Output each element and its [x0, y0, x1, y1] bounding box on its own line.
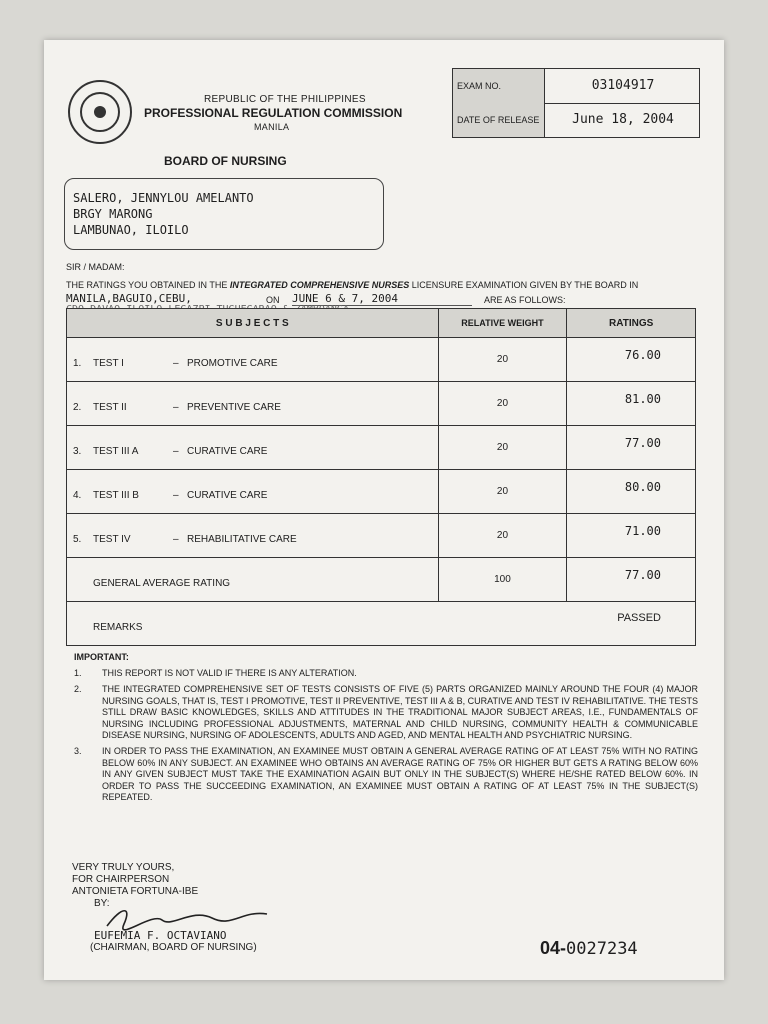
republic-text: REPUBLIC OF THE PHILIPPINES	[204, 94, 366, 105]
address-box	[64, 178, 384, 250]
signer-title: (CHAIRMAN, BOARD OF NURSING)	[90, 942, 257, 953]
on-text: ON	[266, 295, 280, 305]
table-row: 1. TEST I – PROMOTIVE CARE 20 76.00	[67, 338, 696, 382]
table-row: 4. TEST III B – CURATIVE CARE 20 80.00	[67, 470, 696, 514]
general-weight: 100	[438, 558, 567, 602]
note-2: THE INTEGRATED COMPREHENSIVE SET OF TESTS CONSISTS OF FIVE (5) PARTS ORGANIZED MAINLY AROUND THE FOUR (4) MAJOR NURSING GOALS, THAT IS, TEST I PROMOTIVE, TEST II PREVENTIVE, TEST III A & B, CURATIVE AND TEST IV REHABILITATIVE. THE TESTS STILL DRAW BASIC KNOWLEDGES, SKILLS AND ATTITUDES IN THE TRADITIONAL MAJOR SUBJECT AREAS, I.E., FUNDAMENTALS OF NURSING INCLUDING PROFESSIONAL ADJUSTMENTS, MATERNAL AND CHILD NURSING, COMMUNITY HEALTH & COMMUNICABLE DISEASE NURSING, NURSING OF ADOLESCENTS, ADULTS AND AGED, AND MENTAL HEALTH AND PSYCHIATRIC NURSING.	[102, 684, 698, 740]
note-3: IN ORDER TO PASS THE EXAMINATION, AN EXAMINEE MUST OBTAIN A GENERAL AVERAGE RATING OF AT LEAST 75% WITH NO RATING BELOW 60% IN ANY SUBJECT. AN EXAMINEE WHO OBTAINS AN AVERAGE RATING OF 75% OR HIGHER BUT GETS A RATING BELOW 60% IN ANY GIVEN SUBJECT MUST TAKE THE EXAMINATION AGAIN BUT ONLY IN THE SUBJECT(S) WHERE HE/SHE RATED BELOW 60%. IN ORDER TO PASS THE SUCCEEDING EXAMINATION, AN EXAMINEE MUST OBTAIN A RATING OF AT LEAST 75% IN THE SUBJECT(S) REPEATED.	[102, 746, 698, 802]
remarks-value: PASSED	[617, 612, 661, 624]
general-average-label: GENERAL AVERAGE RATING	[93, 578, 231, 589]
board-title: BOARD OF NURSING	[164, 154, 287, 168]
exam-no-value: 03104917	[591, 78, 655, 93]
table-row: 5. TEST IV – REHABILITATIVE CARE 20 71.00	[67, 514, 696, 558]
remarks-row	[67, 602, 696, 646]
rating-report-document: REPUBLIC OF THE PHILIPPINES PROFESSIONAL REGULATION COMMISSION MANILA BOARD OF NURSING EXAM NO. 03104917 DATE OF RELEASE June 18, 2004 SALERO, JENNYLOU AMELANTO BRGY MARONG LAMBUNAO, ILOILO SIR / MADAM: THE RATINGS YOU OBTAINED IN THE INTEGRATED COMPREHENSIVE NURSES LICENSURE EXAMINATION GIVEN BY THE BOARD IN MANILA,BAGUIO,CEBU, ON JUNE 6 & 7, 2004 ARE AS FOLLOWS: S U B J E C T S RELATIVE WEIGHT RATINGS 1. TEST I – PROMOTIVE CARE 20 76.00 2. TEST II – PREVENTIVE CARE 20 81.00 3. TEST III A – CURATIVE CARE 20 77.00 4. TEST III B – CURATIVE CARE 20 80.00 5. TEST IV – REHABILITATIVE CARE 20 71.00 GENERAL AVERAGE RATING 100 77.00 REMARKS PASSED IMPORTANT: 1. THIS REPORT IS NOT VALID IF THERE IS ANY ALTERATION. 2. THE INTEGRATED COMPREHENSIVE SET OF TESTS CONSISTS OF FIVE (5) PARTS ORGANIZED MAINLY AROUND THE FOUR (4) MAJOR NURSING GOALS, THAT IS, TEST I PROMOTIVE, TEST II PREVENTIVE, TEST III A & B, CURATIVE AND TEST IV REHABILITATIVE. THE TESTS STILL DRAW BASIC KNOWLEDGES, SKILLS AND ATTITUDES IN THE TRADITIONAL MAJOR SUBJECT AREAS, I.E., FUNDAMENTALS OF NURSING INCLUDING PROFESSIONAL ADJUSTMENTS, MATERNAL AND CHILD NURSING, COMMUNITY HEALTH & COMMUNICABLE DISEASE NURSING, NURSING OF ADOLESCENTS, ADULTS AND AGED, AND MENTAL HEALTH AND PSYCHIATRIC NURSING. 3. IN ORDER TO PASS THE EXAMINATION, AN EXAMINEE MUST OBTAIN A GENERAL AVERAGE RATING OF AT LEAST 75% WITH NO RATING BELOW 60% IN ANY SUBJECT. AN EXAMINEE WHO OBTAINS AN AVERAGE RATING OF 75% OR HIGHER BUT GETS A RATING BELOW 60% IN ANY GIVEN SUBJECT MUST TAKE THE EXAMINATION AGAIN BUT ONLY IN THE SUBJECT(S) WHERE HE/SHE RATED BELOW 60%. IN ORDER TO PASS THE SUCCEEDING EXAMINATION, AN EXAMINEE MUST OBTAIN A RATING OF AT LEAST 75% IN THE SUBJECT(S) REPEATED. VERY TRULY YOURS, FOR CHAIRPERSON ANTONIETA FORTUNA-IBE BY: EUFEMIA F. OCTAVIANO (CHAIRMAN, BOARD OF NURSING) 04-0027234	[44, 40, 724, 980]
general-average-row	[67, 558, 696, 602]
ratings-header: RATINGS	[567, 309, 696, 338]
handwritten-signature-icon	[102, 904, 272, 934]
city-text: MANILA	[254, 122, 290, 132]
release-date-value: June 18, 2004	[572, 112, 674, 127]
general-average-value: 77.00	[624, 568, 661, 582]
table-row: 3. TEST III A – CURATIVE CARE 20 77.00	[67, 426, 696, 470]
remarks-label: REMARKS	[93, 622, 143, 633]
exam-places: MANILA,BAGUIO,CEBU,	[66, 292, 192, 305]
prc-seal-icon	[68, 80, 132, 144]
exam-no-label: EXAM NO.	[453, 69, 545, 103]
examinee-name: SALERO, JENNYLOU AMELANTO	[73, 191, 254, 205]
commission-title: PROFESSIONAL REGULATION COMMISSION	[144, 106, 403, 120]
address-line-2: BRGY MARONG	[73, 207, 153, 221]
intro-text: THE RATINGS YOU OBTAINED IN THE INTEGRATED COMPREHENSIVE NURSES LICENSURE EXAMINATION GIVEN BY THE BOARD IN	[66, 280, 639, 290]
subjects-header: S U B J E C T S	[67, 309, 439, 338]
salutation: SIR / MADAM:	[66, 262, 125, 272]
table-row: 2. TEST II – PREVENTIVE CARE 20 81.00	[67, 382, 696, 426]
exam-name: INTEGRATED COMPREHENSIVE NURSES	[229, 280, 410, 290]
exam-info-box	[452, 68, 700, 138]
are-as-follows: ARE AS FOLLOWS:	[484, 295, 566, 305]
signer-name: EUFEMIA F. OCTAVIANO	[94, 929, 227, 942]
exam-dates: JUNE 6 & 7, 2004	[292, 292, 472, 306]
ratings-table	[66, 308, 696, 646]
serial-number: 04-0027234	[540, 938, 638, 959]
note-1: THIS REPORT IS NOT VALID IF THERE IS ANY ALTERATION.	[102, 668, 357, 678]
release-date-label: DATE OF RELEASE	[453, 103, 545, 137]
address-line-3: LAMBUNAO, ILOILO	[73, 223, 189, 237]
weight-header: RELATIVE WEIGHT	[438, 309, 567, 338]
important-title: IMPORTANT:	[74, 652, 129, 662]
signature-block: VERY TRULY YOURS, FOR CHAIRPERSON ANTONIETA FORTUNA-IBE BY: EUFEMIA F. OCTAVIANO (CHAIRMAN, BOARD OF NURSING)	[72, 862, 257, 954]
